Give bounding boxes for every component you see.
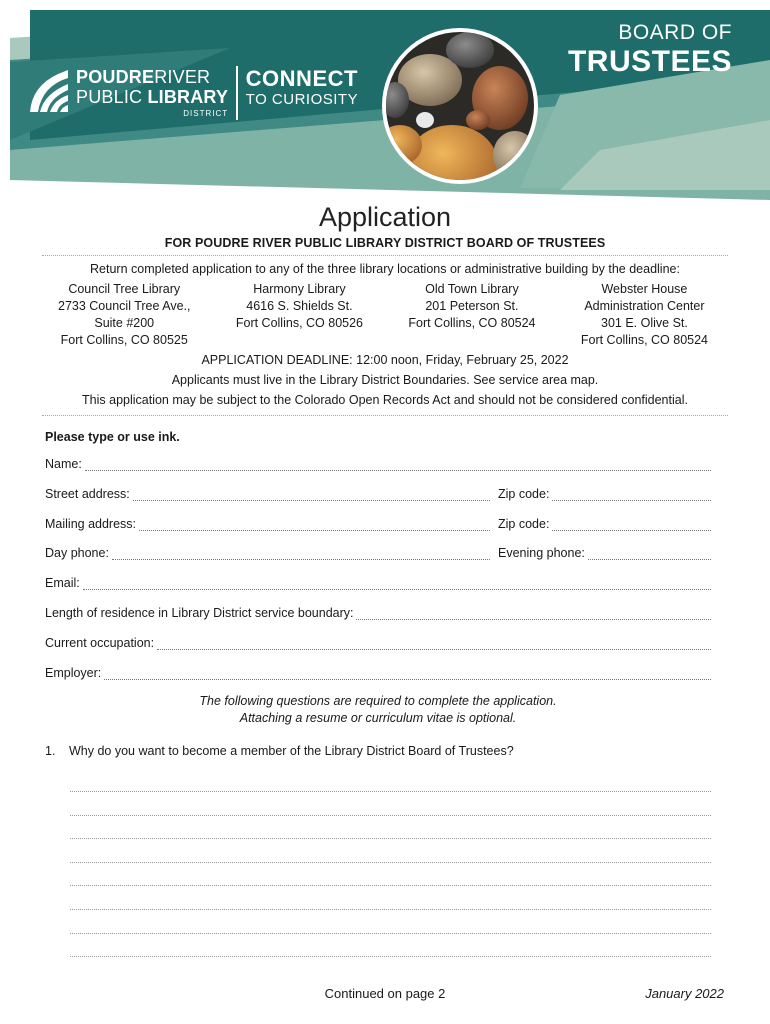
divider-top xyxy=(42,255,728,256)
boundary-note: Applicants must live in the Library District Boundaries. See service area map. xyxy=(171,373,599,387)
logo-divider xyxy=(236,66,238,120)
form-instruction: Please type or use ink. xyxy=(45,430,180,444)
employer-line[interactable] xyxy=(104,668,711,680)
mailing-address-field[interactable] xyxy=(45,517,490,531)
mailing-zip-line[interactable] xyxy=(552,519,711,531)
header-banner xyxy=(0,0,770,200)
location-webster-house: Webster House Administration Center 301 E. Olive St. Fort Collins, CO 80524 xyxy=(580,282,708,347)
answer-line[interactable] xyxy=(70,768,711,792)
question-1-answer-area[interactable] xyxy=(70,768,711,957)
mailing-zip-label: Zip code: xyxy=(498,516,550,531)
employer-label: Employer: xyxy=(45,665,102,680)
name-field[interactable] xyxy=(45,457,711,471)
library-name: POUDRERIVER PUBLIC LIBRARY DISTRICT xyxy=(76,67,229,118)
page-title: Application xyxy=(318,202,452,232)
name-label: Name: xyxy=(45,457,82,471)
question-text: Why do you want to become a member of the Library District Board of Trustees? xyxy=(69,744,514,759)
application-form xyxy=(45,430,711,957)
return-instructions: Return completed application to any of the three library locations or administrative building by the deadline: xyxy=(90,262,680,276)
occupation-label: Current occupation: xyxy=(45,635,155,650)
answer-line[interactable] xyxy=(70,910,711,934)
library-logo xyxy=(28,68,358,120)
mailing-address-line[interactable] xyxy=(139,519,490,531)
street-zip-label: Zip code: xyxy=(498,486,550,501)
residence-length-label: Length of residence in Library District service boundary: xyxy=(45,605,354,620)
email-line[interactable] xyxy=(83,578,711,590)
day-phone-line[interactable] xyxy=(112,548,490,560)
occupation-line[interactable] xyxy=(157,638,711,650)
application-deadline: APPLICATION DEADLINE: 12:00 noon, Friday, February 25, 2022 xyxy=(201,353,569,367)
required-questions-note: The following questions are required to complete the application. Attaching a resume or curriculum vitae is optional. xyxy=(199,694,557,726)
board-of-trustees-title: BOARD OF TRUSTEES xyxy=(567,21,732,78)
street-address-line[interactable] xyxy=(133,489,490,501)
email-label: Email: xyxy=(45,576,80,591)
answer-line[interactable] xyxy=(70,816,711,840)
evening-phone-field[interactable] xyxy=(498,546,711,560)
answer-line[interactable] xyxy=(70,839,711,863)
mailing-address-label: Mailing address: xyxy=(45,516,137,531)
residence-length-field[interactable] xyxy=(45,606,711,620)
employer-field[interactable] xyxy=(45,666,711,680)
continued-note: Continued on page 2 xyxy=(324,986,446,1001)
residence-length-line[interactable] xyxy=(356,608,711,620)
mailing-zip-field[interactable] xyxy=(498,517,711,531)
street-address-field[interactable] xyxy=(45,487,490,501)
open-records-note: This application may be subject to the Colorado Open Records Act and should not be considered confidential. xyxy=(82,393,688,407)
street-zip-line[interactable] xyxy=(552,489,711,501)
email-field[interactable] xyxy=(45,576,711,590)
question-1 xyxy=(45,744,711,758)
day-phone-field[interactable] xyxy=(45,546,490,560)
location-council-tree: Council Tree Library 2733 Council Tree Ave., Suite #200 Fort Collins, CO 80525 xyxy=(58,282,191,347)
street-address-label: Street address: xyxy=(45,486,130,501)
answer-line[interactable] xyxy=(70,934,711,958)
location-old-town: Old Town Library 201 Peterson St. Fort Collins, CO 80524 xyxy=(408,282,536,330)
location-harmony: Harmony Library 4616 S. Shields St. Fort Collins, CO 80526 xyxy=(235,282,363,330)
day-phone-label: Day phone: xyxy=(45,546,109,561)
evening-phone-line[interactable] xyxy=(588,548,711,560)
book-waves-icon xyxy=(28,68,70,114)
document-date: January 2022 xyxy=(645,986,724,1001)
tagline: CONNECT TO CURIOSITY xyxy=(245,66,359,108)
street-zip-field[interactable] xyxy=(498,487,711,501)
occupation-field[interactable] xyxy=(45,636,711,650)
answer-line[interactable] xyxy=(70,863,711,887)
divider-bottom xyxy=(42,415,728,416)
question-number: 1. xyxy=(45,744,56,759)
answer-line[interactable] xyxy=(70,886,711,910)
evening-phone-label: Evening phone: xyxy=(498,546,585,561)
page-subtitle: FOR POUDRE RIVER PUBLIC LIBRARY DISTRICT BOARD OF TRUSTEES xyxy=(164,236,606,250)
name-line[interactable] xyxy=(85,459,711,471)
library-locations xyxy=(42,281,728,349)
answer-line[interactable] xyxy=(70,792,711,816)
